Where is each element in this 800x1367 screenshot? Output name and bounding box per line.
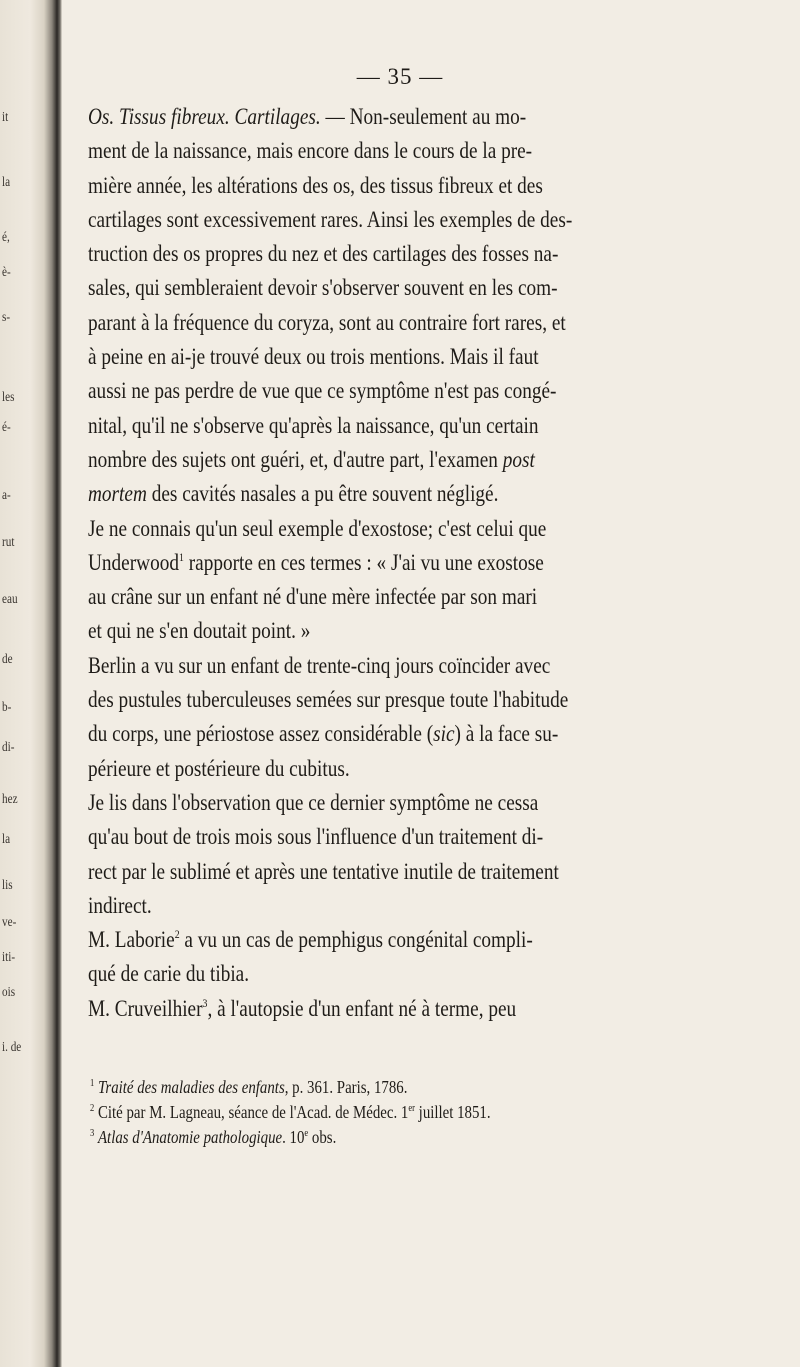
text-run: M. Cruveilhier <box>88 995 203 1022</box>
footnote-marker: 3 <box>90 1128 95 1140</box>
text-run: post <box>502 446 535 473</box>
text-line <box>88 306 662 340</box>
text-run: rapporte en ces termes : « J'ai vu une exostose <box>183 549 544 576</box>
text-run: périeure et postérieure du cubitus. <box>88 755 350 782</box>
margin-fragment: hez <box>2 792 18 807</box>
margin-fragment: s- <box>2 310 11 325</box>
text-run: nombre des sujets ont guéri, et, d'autre part, l'examen <box>88 446 503 473</box>
text-line <box>88 512 662 546</box>
text-run: indirect. <box>88 892 152 919</box>
text-run: mortem <box>88 481 147 508</box>
text-run: M. Laborie <box>88 927 175 954</box>
text-run: des cavités nasales a pu être souvent négligé. <box>146 481 499 508</box>
text-run: Underwood <box>88 549 179 576</box>
footnote-marker: 1 <box>178 550 184 565</box>
margin-fragment: é, <box>2 230 10 245</box>
margin-fragment: é- <box>2 420 11 435</box>
text-line <box>88 580 662 614</box>
text-run: sales, qui sembleraient devoir s'observer souvent en les com- <box>88 275 558 302</box>
text-line <box>88 134 662 168</box>
text-run: Atlas d'Anatomie pathologique <box>97 1127 283 1147</box>
margin-fragment: iti- <box>2 950 16 965</box>
footnote-marker: er <box>408 1103 415 1115</box>
text-run: Cité par M. Lagneau, séance de l'Acad. de Médec. 1 <box>94 1102 409 1122</box>
text-run: , p. 361. Paris, 1786. <box>284 1077 408 1097</box>
text-run: truction des os propres du nez et des cartilages des fosses na- <box>88 241 559 268</box>
text-line <box>88 786 662 820</box>
text-line <box>88 374 662 408</box>
margin-fragment: ois <box>2 985 16 1000</box>
margin-fragment: a- <box>2 488 11 503</box>
text-line <box>88 443 662 477</box>
text-line <box>88 203 662 237</box>
text-line <box>88 752 662 786</box>
text-run: qué de carie du tibia. <box>88 961 250 988</box>
text-line <box>88 271 662 305</box>
margin-fragment: lis <box>2 878 13 893</box>
footnote <box>90 1100 685 1125</box>
text-line <box>88 546 662 580</box>
text-line <box>88 855 662 889</box>
page-number: — 35 — <box>356 64 444 89</box>
text-line <box>88 169 662 203</box>
text-run: mière année, les altérations des os, des tissus fibreux et des <box>88 172 543 199</box>
margin-fragment: les <box>2 390 15 405</box>
text-run: Je lis dans l'observation que ce dernier symptôme ne cessa <box>88 789 539 816</box>
margin-fragment: di- <box>2 740 15 755</box>
text-run: aussi ne pas perdre de vue que ce symptôme n'est pas congé- <box>88 378 557 405</box>
footnote-marker: 1 <box>90 1078 95 1090</box>
footnote <box>90 1075 685 1100</box>
footnote-marker: 3 <box>202 995 208 1010</box>
text-run: ) à la face su- <box>454 721 559 748</box>
text-line <box>88 100 662 134</box>
text-run: à peine en ai-je trouvé deux ou trois mentions. Mais il faut <box>88 344 539 371</box>
text-run: et qui ne s'en doutait point. » <box>88 618 311 645</box>
text-line <box>88 957 662 991</box>
text-line <box>88 820 662 854</box>
text-run: nital, qu'il ne s'observe qu'après la naissance, qu'un certain <box>88 412 539 439</box>
text-run: obs. <box>308 1127 337 1147</box>
text-run: Berlin a vu sur un enfant de trente-cinq jours coïncider avec <box>88 652 551 679</box>
footnote-marker: 2 <box>90 1103 95 1115</box>
text-run: rect par le sublimé et après une tentative inutile de traitement <box>88 858 559 885</box>
margin-fragment: eau <box>2 592 18 607</box>
text-run: juillet 1851. <box>414 1102 491 1122</box>
margin-fragment: ve- <box>2 915 17 930</box>
text-line <box>88 992 662 1026</box>
footnotes <box>90 1075 790 1150</box>
text-line <box>88 614 662 648</box>
text-run: , à l'autopsie d'un enfant né à terme, peu <box>207 995 517 1022</box>
text-line <box>88 683 662 717</box>
body-text <box>88 100 788 1026</box>
text-line <box>88 340 662 374</box>
text-run: parant à la fréquence du coryza, sont au contraire fort rares, et <box>88 309 566 336</box>
binding-gutter <box>0 0 62 1367</box>
text-run: qu'au bout de trois mois sous l'influence d'un traitement di- <box>88 824 544 851</box>
text-run: a vu un cas de pemphigus congénital compli- <box>179 927 533 954</box>
margin-fragment: i. de <box>2 1040 22 1055</box>
text-line <box>88 649 662 683</box>
margin-fragment: it <box>2 110 9 125</box>
margin-fragment: de <box>2 652 13 667</box>
text-run: ment de la naissance, mais encore dans le cours de la pre- <box>88 138 533 165</box>
text-run: cartilages sont excessivement rares. Ainsi les exemples de des- <box>88 206 573 233</box>
margin-fragment: la <box>2 832 11 847</box>
margin-fragment: la <box>2 175 11 190</box>
margin-fragment: è- <box>2 265 11 280</box>
margin-fragment: rut <box>2 535 15 550</box>
footnote-marker: 2 <box>174 927 180 942</box>
text-line <box>88 717 662 751</box>
footnote-marker: e <box>304 1128 309 1140</box>
text-run: Traité des maladies des enfants <box>97 1077 285 1097</box>
text-run: du corps, une périostose assez considérable ( <box>88 721 434 748</box>
text-run: au crâne sur un enfant né d'une mère infectée par son mari <box>88 584 538 611</box>
text-run: — Non-seulement au mo- <box>320 104 527 130</box>
text-line <box>88 923 662 957</box>
text-line <box>88 409 662 443</box>
margin-fragment: b- <box>2 700 12 715</box>
text-run: Os. Tissus fibreux. Cartilages. <box>88 104 321 130</box>
footnote <box>90 1125 685 1150</box>
text-line <box>88 889 662 923</box>
text-run: Je ne connais qu'un seul exemple d'exostose; c'est celui que <box>88 515 547 542</box>
text-line <box>88 237 662 271</box>
text-run: sic <box>433 721 455 748</box>
text-run: . 10 <box>282 1127 305 1147</box>
text-run: des pustules tuberculeuses semées sur presque toute l'habitude <box>88 687 569 714</box>
text-line <box>88 477 662 511</box>
